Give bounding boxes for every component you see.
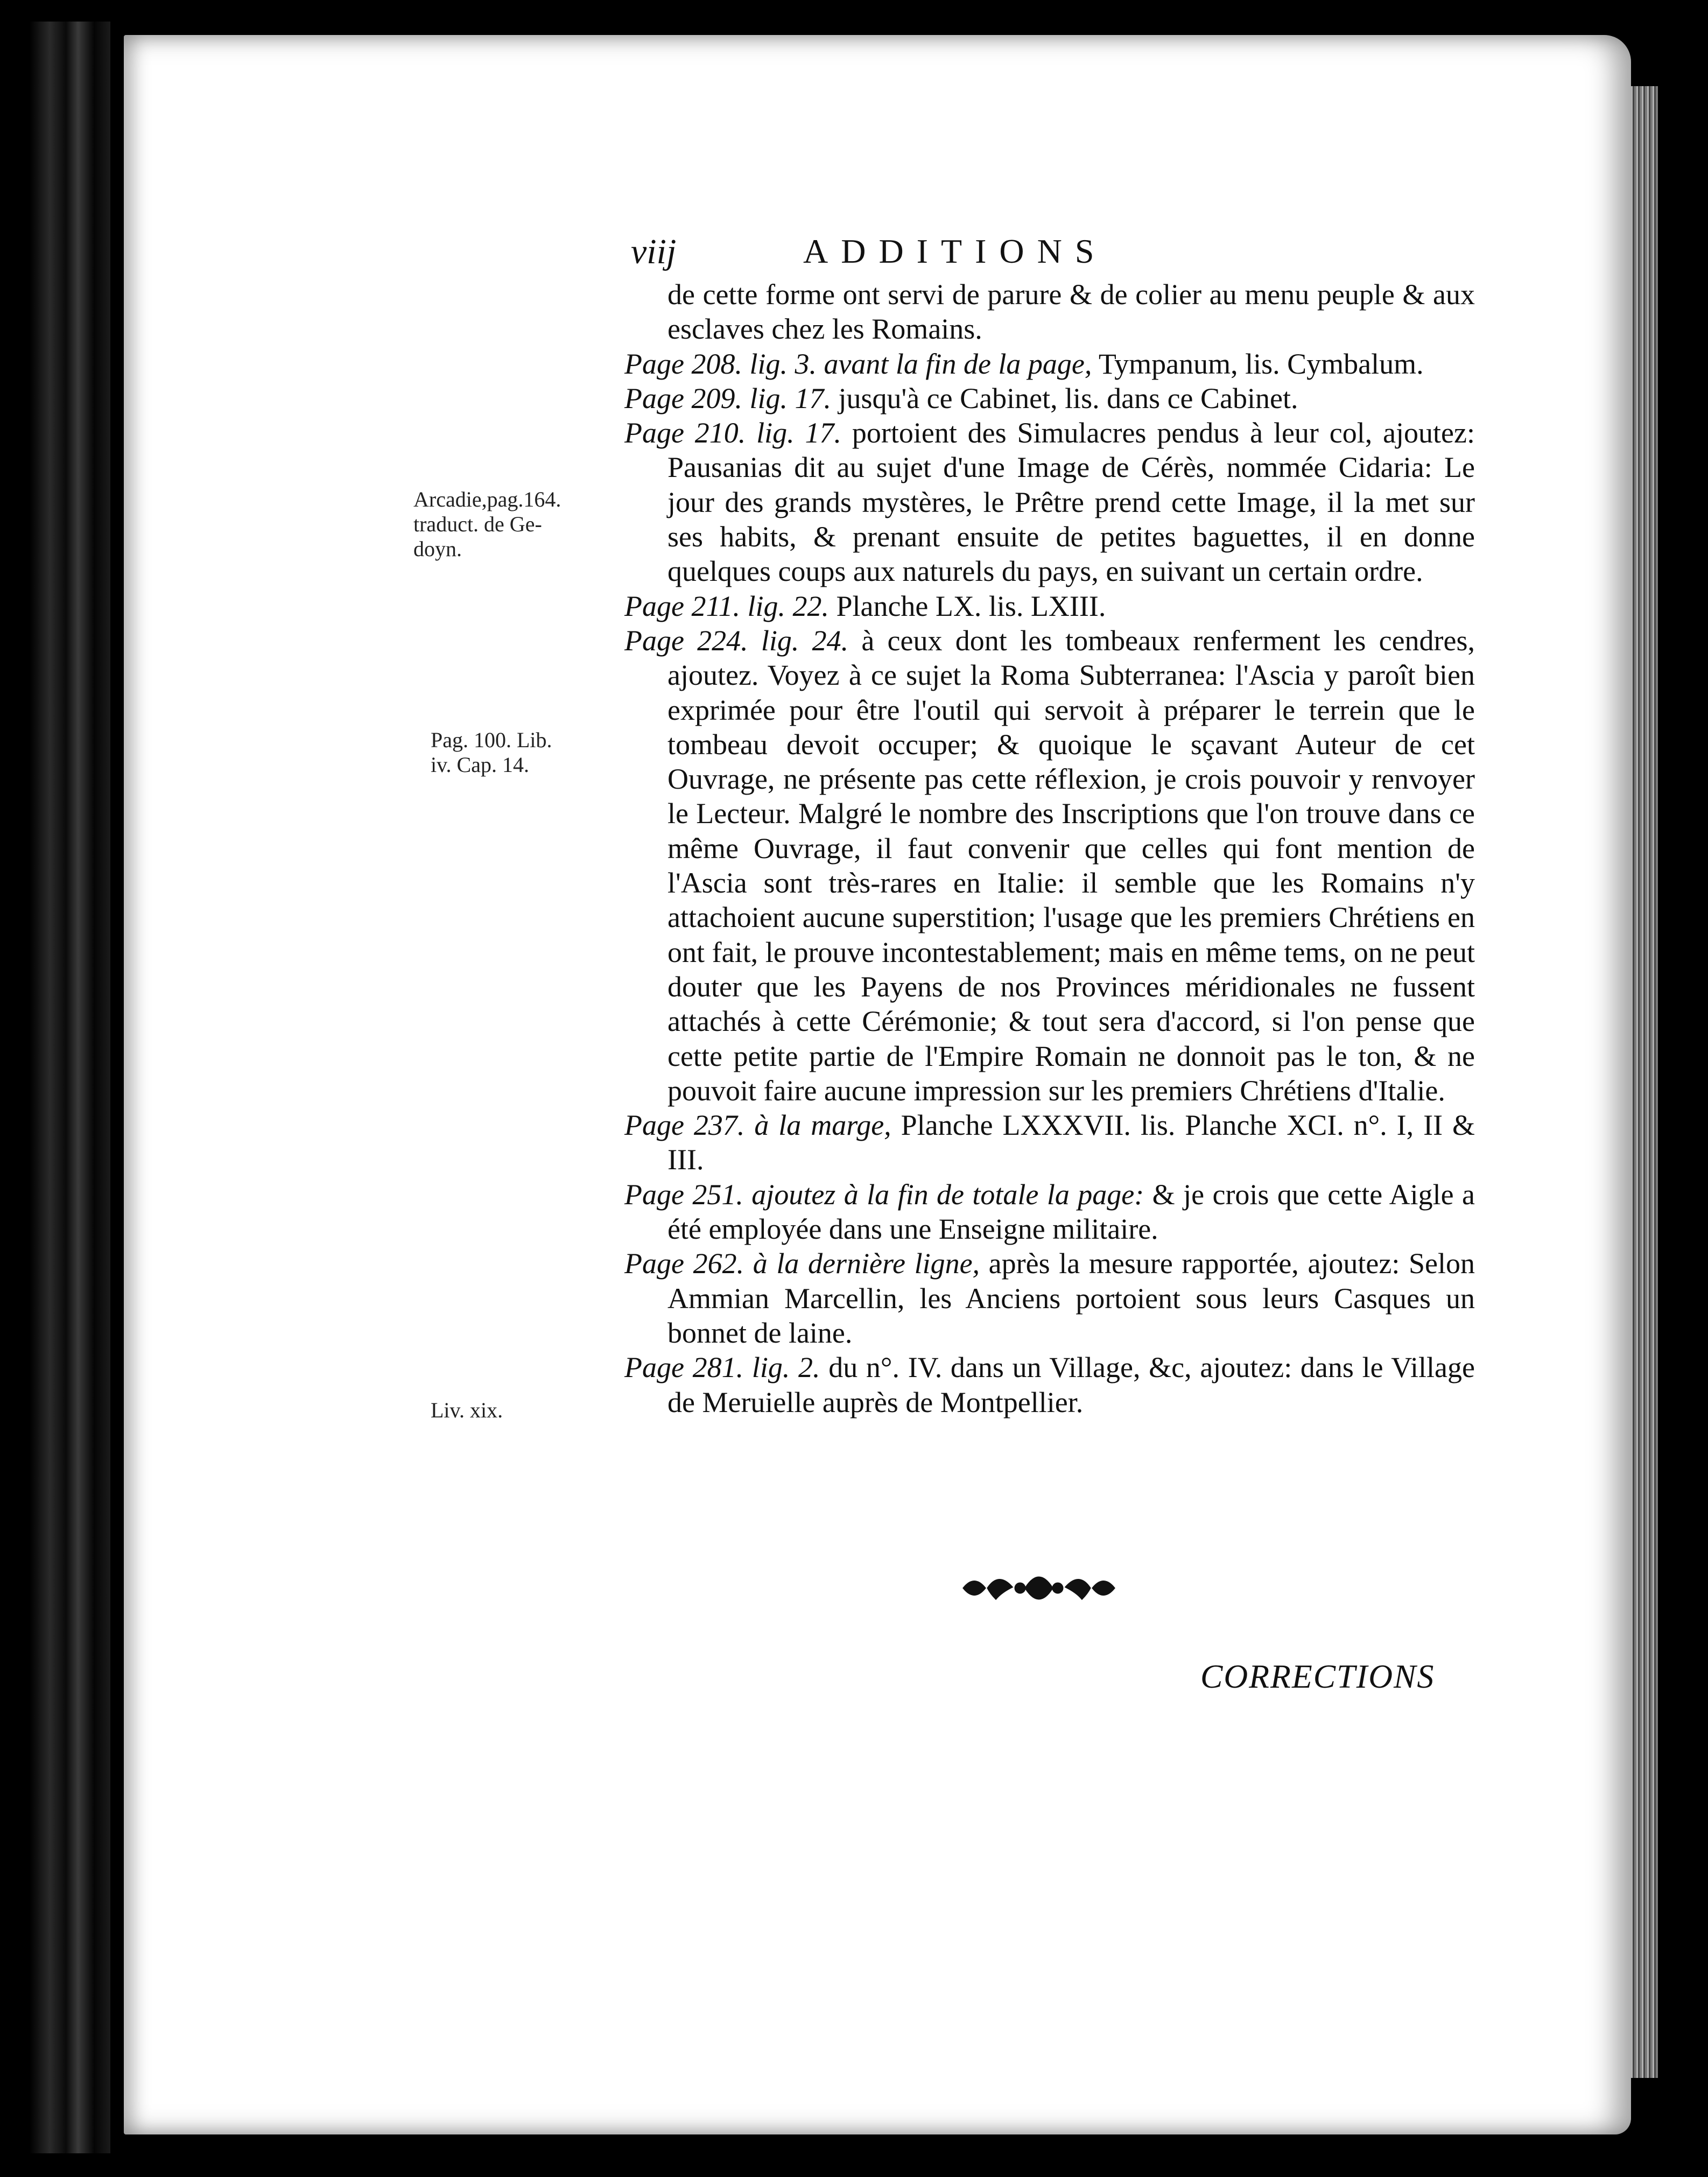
entry-reference: Page 251. ajoutez à la fin de totale la page: [624, 1178, 1144, 1211]
entry-text: après la mesure rapportée, ajoutez: Selon Ammian Marcellin, les Anciens portoient sous leurs Casques un bonnet de laine. [667, 1247, 1475, 1349]
margin-note-liv-xix [431, 1398, 503, 1423]
book-binding [30, 22, 110, 2153]
entry-reference: Page 281. lig. 2. [624, 1351, 820, 1384]
entry-page-211 [624, 589, 1475, 623]
margin-note-line: iv. Cap. 14. [431, 753, 529, 777]
entry-reference: Page 210. lig. 17. [624, 417, 842, 450]
entry-page-251 [624, 1177, 1475, 1247]
margin-note-line: doyn. [413, 537, 462, 561]
page-header [631, 231, 1471, 275]
entry-reference: Page 211. lig. 22. [624, 589, 829, 622]
margin-note-line: Liv. xix. [431, 1398, 503, 1422]
entry-page-210 [624, 416, 1475, 588]
entry-reference: Page 208. lig. 3. avant la fin de la page, [624, 347, 1092, 380]
margin-note-line: Arcadie,pag.164. [413, 487, 561, 511]
entry-reference: Page 262. à la dernière ligne, [624, 1247, 980, 1280]
folio-number: viij [631, 232, 677, 271]
entry-continuation [624, 277, 1475, 347]
margin-note-line: traduct. de Ge- [413, 512, 542, 536]
margin-note-pag100 [431, 728, 552, 777]
entry-text: & je crois que cette Aigle a été employée dans une Enseigne militaire. [667, 1178, 1475, 1246]
entry-reference: Page 209. lig. 17. [624, 382, 831, 415]
entry-reference: Page 237. à la marge, [624, 1109, 891, 1142]
entry-text: jusqu'à ce Cabinet, lis. dans ce Cabinet. [831, 382, 1298, 415]
entry-text: Planche LX. lis. LXIII. [828, 589, 1106, 622]
entry-text: de cette forme ont servi de parure & de colier au menu peuple & aux esclaves chez les Romains. [667, 278, 1475, 346]
body-text [624, 277, 1475, 1420]
entry-page-262 [624, 1246, 1475, 1350]
entry-text: Planche LXXXVII. lis. Planche XCI. n°. I, II & III. [667, 1109, 1475, 1176]
entry-reference: Page 224. lig. 24. [624, 624, 849, 657]
entry-page-209 [624, 381, 1475, 416]
entry-page-237 [624, 1108, 1475, 1177]
entry-text: à ceux dont les tombeaux renferment les cendres, ajoutez. Voyez à ce sujet la Roma Subterranea: l'Ascia y paroît bien exprimée pour être l'outil qui servoit à préparer le terrein que le tombeau devoit occuper; & quoique le sçavant Auteur de cet Ouvrage, ne présente pas cette réflexion, je crois pouvoir y renvoyer le Lecteur. Malgré le nombre des Inscriptions que l'on trouve dans ce même Ouvrage, il faut convenir que celles qui font mention de l'Ascia sont très-rares en Italie: il semble que les Romains n'y attachoient aucune superstition; l'usage que les premiers Chrétiens en ont fait, le prouve incontestablement; mais en même tems, on ne peut douter que les Payens de nos Provinces méridionales ne fussent attachés à cette Cérémonie; & tout sera d'accord, si l'on pense que cette petite partie de l'Empire Romain ne donnoit pas le ton, & ne pouvoit faire aucune impression sur les premiers Chrétiens d'Italie. [667, 624, 1475, 1107]
running-head: ADDITIONS [803, 232, 1107, 270]
margin-note-arcadie [413, 487, 561, 561]
page-edges [1631, 86, 1658, 2078]
margin-note-line: Pag. 100. Lib. [431, 728, 552, 752]
entry-text: Tympanum, lis. Cymbalum. [1092, 347, 1424, 380]
fleuron-ornament-icon [958, 1567, 1120, 1610]
entry-page-208 [624, 347, 1475, 381]
entry-page-281 [624, 1350, 1475, 1420]
entry-text: du n°. IV. dans un Village, &c, ajoutez: dans le Village de Meruielle auprès de Montpellier. [667, 1351, 1475, 1418]
entry-text: portoient des Simulacres pendus à leur col, ajoutez: Pausanias dit au sujet d'une Image de Cérès, nommée Cidaria: Le jour des grands mystères, le Prêtre prend cette Image, il la met sur ses habits, & prenant ensuite de petites baguettes, il en donne quelques coups aux naturels du pays, en suivant un certain ordre. [667, 417, 1475, 588]
catchword: CORRECTIONS [1200, 1659, 1435, 1695]
entry-page-224 [624, 623, 1475, 1108]
